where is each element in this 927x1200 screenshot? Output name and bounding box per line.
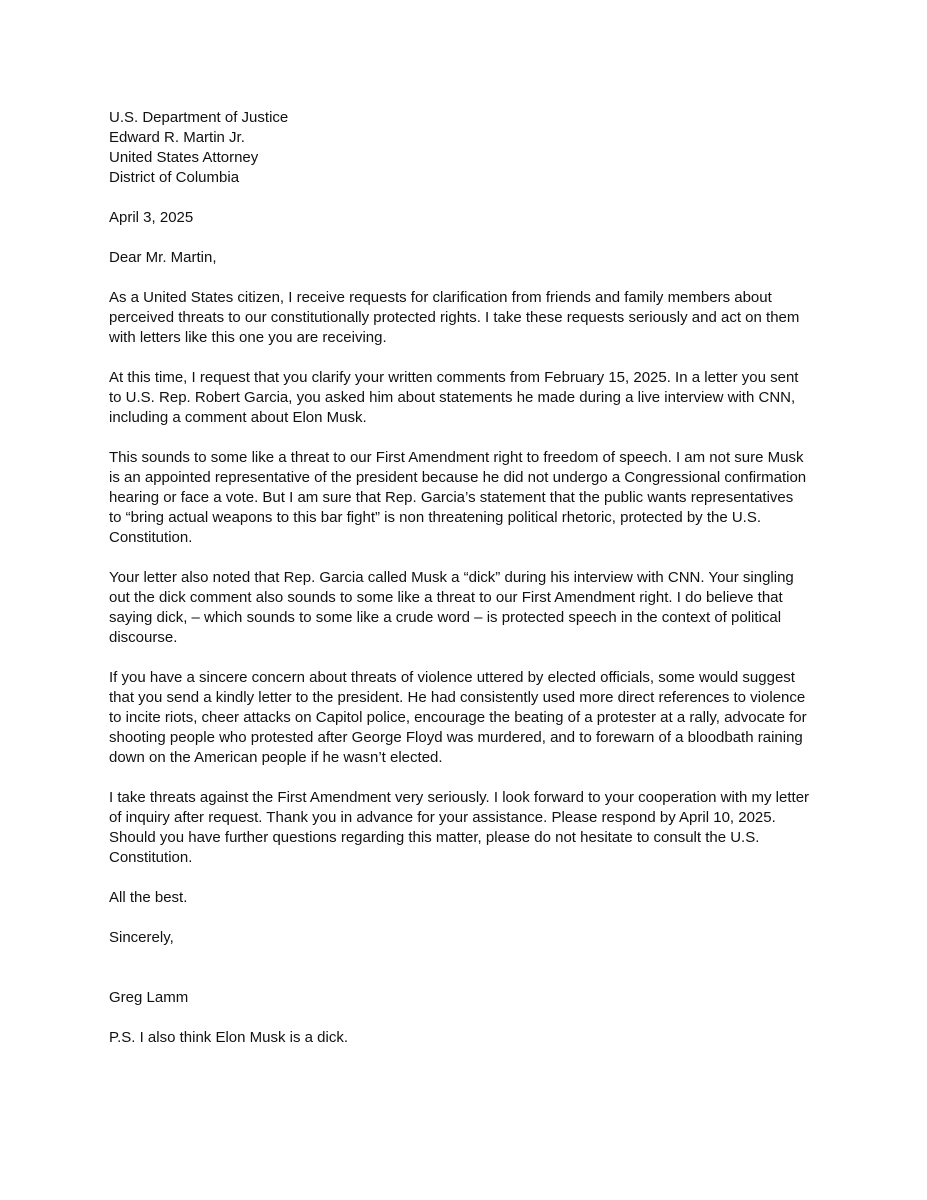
paragraph-line: shooting people who protested after George Floyd was murdered, and to forewarn of a bloodbath raining [109,729,803,746]
paragraph-line: If you have a sincere concern about threats of violence uttered by elected officials, some would suggest [109,669,795,686]
paragraph-line: including a comment about Elon Musk. [109,409,367,426]
paragraph-line: that you send a kindly letter to the president. He had consistently used more direct references to violence [109,689,806,706]
letter-date: April 3, 2025 [109,209,194,226]
letter-body [109,108,829,1048]
paragraph-line: to incite riots, cheer attacks on Capitol police, encourage the beating of a protester at a rally, advocate for [109,709,807,726]
paragraph-line: with letters like this one you are receiving. [109,329,387,346]
recipient-block [109,108,829,188]
postscript: P.S. I also think Elon Musk is a dick. [109,1029,348,1046]
paragraph-line: I take threats against the First Amendment very seriously. I look forward to your cooperation with my letter [109,789,810,806]
recipient-district: District of Columbia [109,169,240,186]
paragraph-3 [109,448,829,548]
closing-note: All the best. [109,889,188,906]
paragraph-line: hearing or face a vote. But I am sure that Rep. Garcia’s statement that the public wants representatives [109,489,794,506]
paragraph-1 [109,288,829,348]
paragraph-line: is an appointed representative of the president because he did not undergo a Congressional confirmation [109,469,807,486]
paragraph-line: Constitution. [109,849,193,866]
paragraph-line: of inquiry after request. Thank you in advance for your assistance. Please respond by April 10, 2025. [109,809,776,826]
paragraph-line: Should you have further questions regarding this matter, please do not hesitate to consult the U.S. [109,829,760,846]
paragraph-4 [109,568,829,648]
recipient-name: Edward R. Martin Jr. [109,129,245,146]
paragraph-line: This sounds to some like a threat to our First Amendment right to freedom of speech. I am not sure Musk [109,449,804,466]
paragraph-line: to “bring actual weapons to this bar fight” is non threatening political rhetoric, protected by the U.S. [109,509,762,526]
paragraph-line: saying dick, – which sounds to some like a crude word – is protected speech in the context of political [109,609,782,626]
valediction: Sincerely, [109,929,174,946]
paragraph-line: down on the American people if he wasn’t elected. [109,749,443,766]
paragraph-6 [109,788,829,868]
paragraph-line: perceived threats to our constitutionally protected rights. I take these requests seriously and act on them [109,309,800,326]
paragraph-line: As a United States citizen, I receive requests for clarification from friends and family members about [109,289,772,306]
paragraph-line: Constitution. [109,529,193,546]
paragraph-5 [109,668,829,768]
paragraph-line: At this time, I request that you clarify your written comments from February 15, 2025. In a letter you sent [109,369,799,386]
salutation: Dear Mr. Martin, [109,249,217,266]
paragraph-line: discourse. [109,629,178,646]
paragraph-line: Your letter also noted that Rep. Garcia called Musk a “dick” during his interview with CNN. Your singling [109,569,794,586]
signature-name: Greg Lamm [109,989,189,1006]
paragraph-line: out the dick comment also sounds to some like a threat to our First Amendment right. I do believe that [109,589,783,606]
paragraph-line: to U.S. Rep. Robert Garcia, you asked him about statements he made during a live interview with CNN, [109,389,796,406]
paragraph-2 [109,368,829,428]
recipient-title: United States Attorney [109,149,259,166]
recipient-org: U.S. Department of Justice [109,109,289,126]
